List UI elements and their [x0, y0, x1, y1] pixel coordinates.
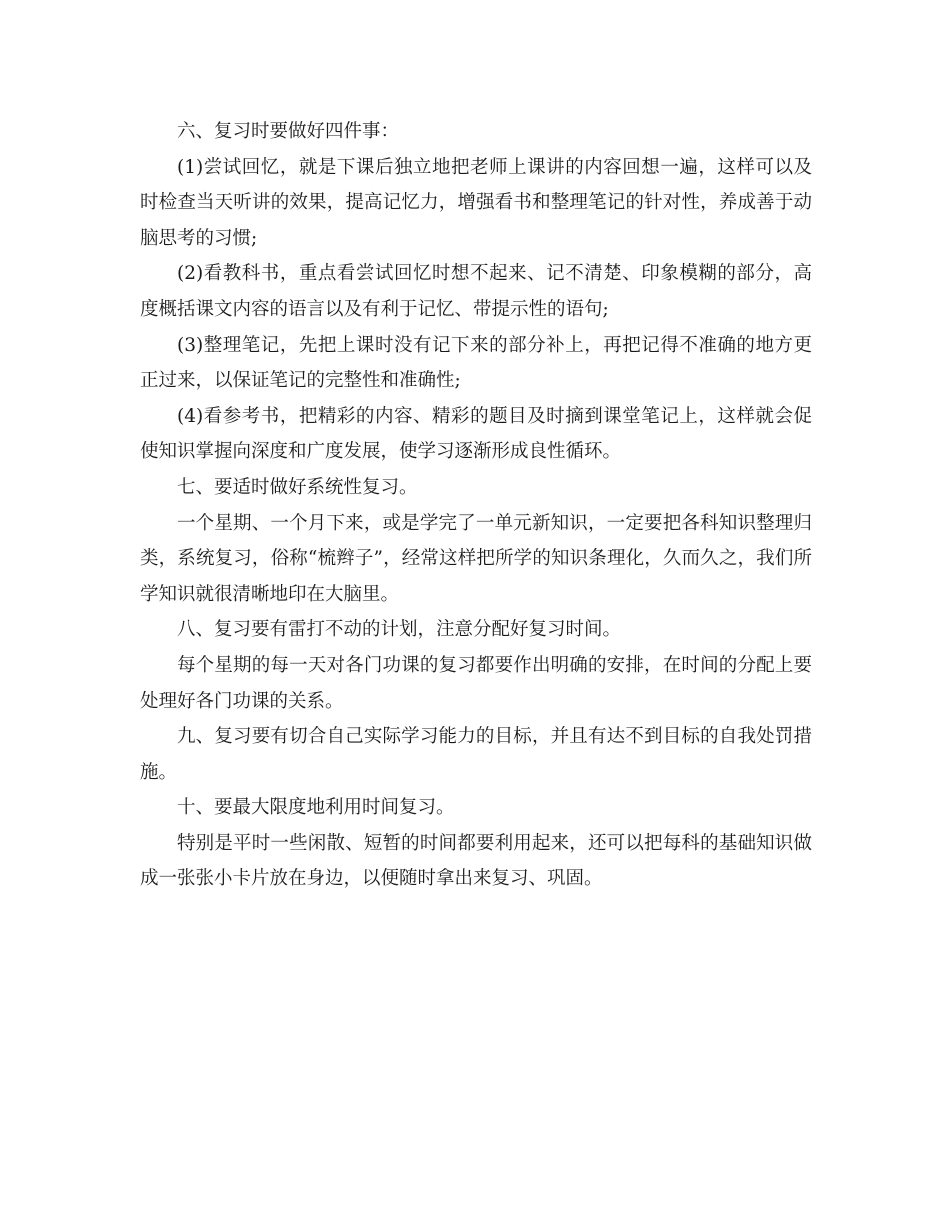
heading-ten: 十、要最大限度地利用时间复习。 [177, 797, 455, 819]
document-body [140, 114, 812, 897]
item-four-paragraph: (4)看参考书，把精彩的内容、精彩的题目及时摘到课堂笔记上，这样就会促使知识掌握向深度和广度发展，使学习逐渐形成良性循环。 [140, 405, 812, 463]
heading-nine: 九、复习要有切合自己实际学习能力的目标，并且有达不到目标的自我处罚措施。 [140, 726, 812, 783]
section-ten-paragraph: 特别是平时一些闲散、短暂的时间都要利用起来，还可以把每科的基础知识做成一张张小卡片放在身边，以便随时拿出来复习、巩固。 [140, 832, 812, 890]
heading-six: 六、复习时要做好四件事： [177, 121, 400, 142]
item-three-paragraph: (3)整理笔记，先把上课时没有记下来的部分补上，再把记得不准确的地方更正过来，以保证笔记的完整性和准确性; [140, 334, 812, 392]
heading-seven: 七、要适时做好系统性复习。 [177, 476, 418, 498]
item-two-paragraph: (2)看教科书，重点看尝试回忆时想不起来、记不清楚、印象模糊的部分，高度概括课文内容的语言以及有利于记忆、带提示性的语句; [140, 263, 812, 320]
heading-eight: 八、复习要有雷打不动的计划，注意分配好复习时间。 [177, 619, 622, 641]
item-one-paragraph: (1)尝试回忆，就是下课后独立地把老师上课讲的内容回想一遍，这样可以及时检查当天听讲的效果，提高记忆力，增强看书和整理笔记的针对性，养成善于动脑思考的习惯; [140, 156, 812, 249]
section-eight-paragraph: 每个星期的每一天对各门功课的复习都要作出明确的安排，在时间的分配上要处理好各门功课的关系。 [140, 654, 812, 712]
section-seven-paragraph: 一个星期、一个月下来，或是学完了一单元新知识，一定要把各科知识整理归类，系统复习，俗称“梳辫子”，经常这样把所学的知识条理化，久而久之，我们所学知识就很清晰地印在大脑里。 [140, 512, 812, 605]
